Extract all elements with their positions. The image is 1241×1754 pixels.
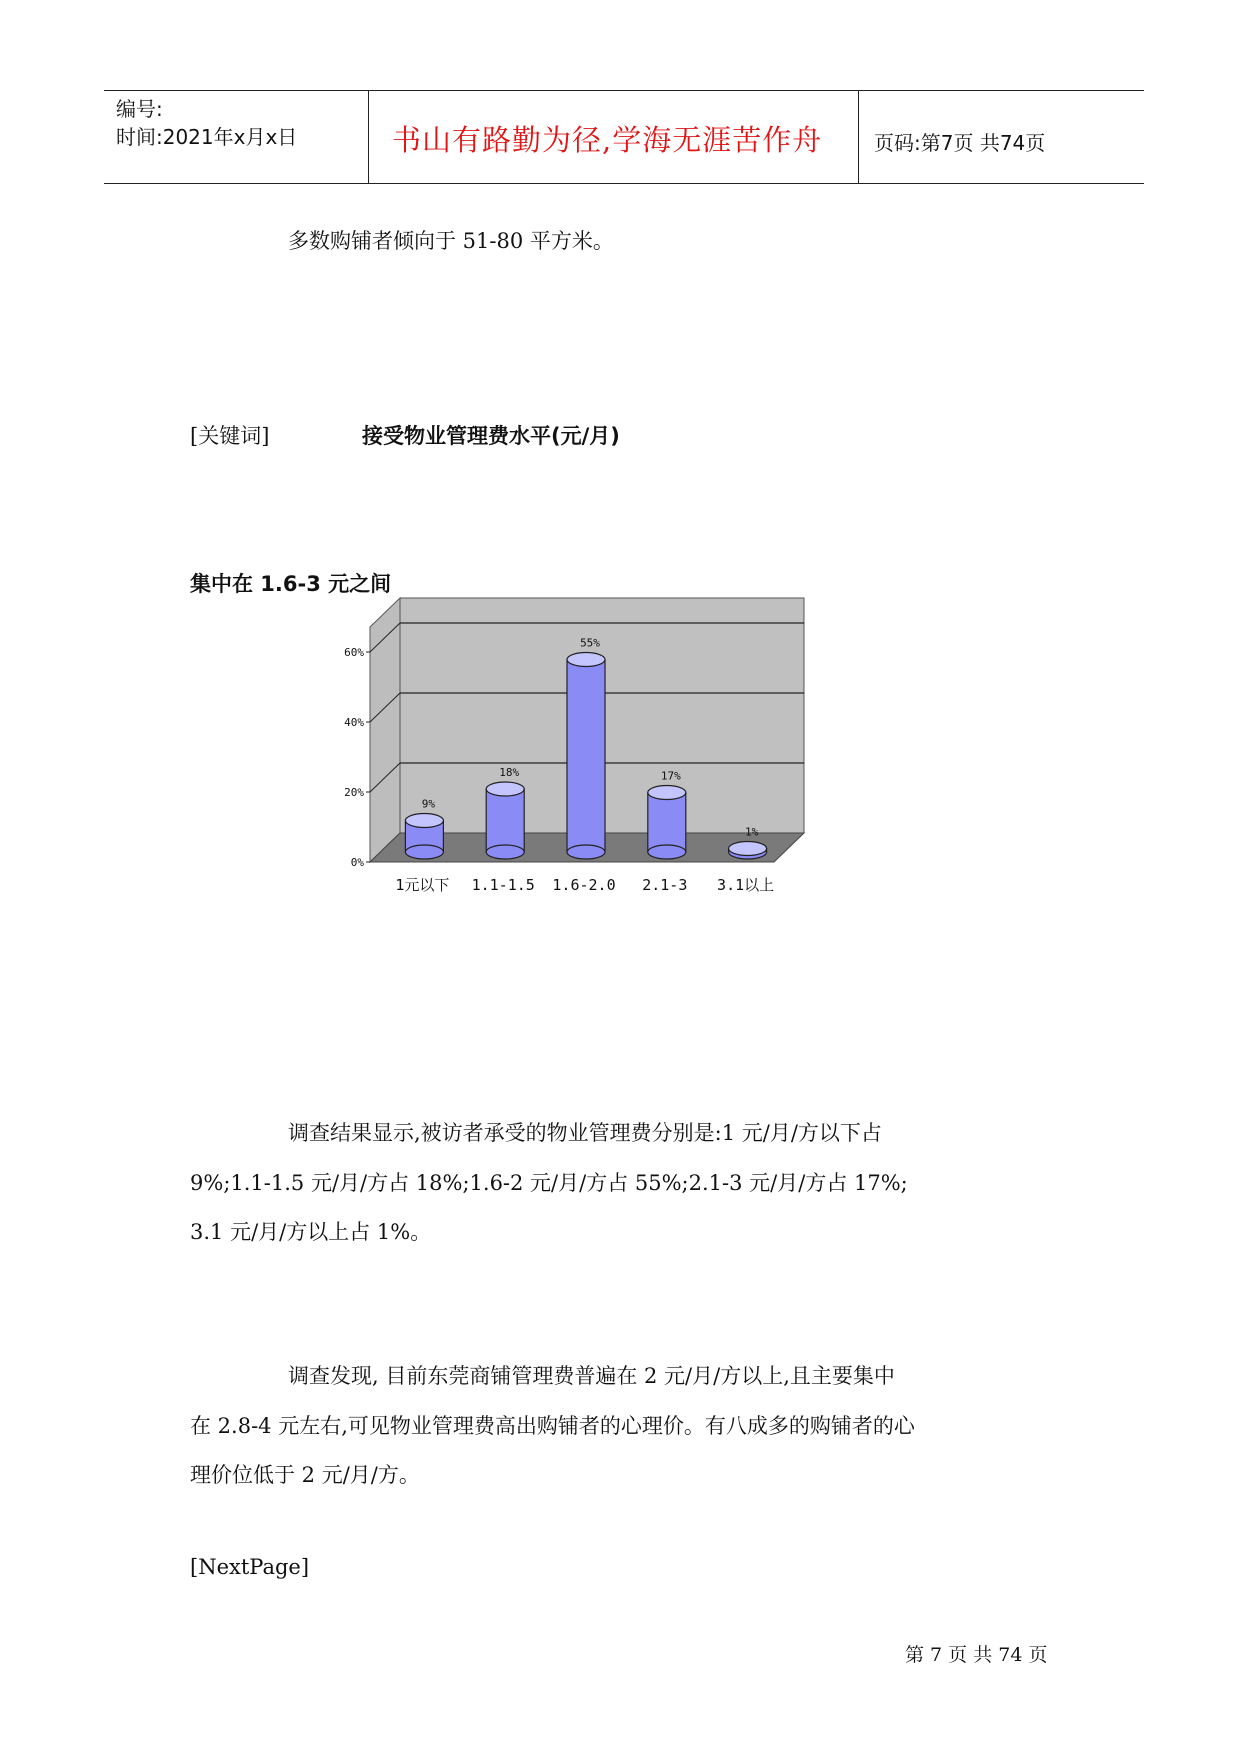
header-top-rule (104, 90, 1144, 91)
chart-bar (567, 660, 605, 853)
section-heading: 集中在 1.6-3 元之间 (190, 572, 392, 596)
chart-data-label: 18% (499, 766, 520, 779)
para1-line-2: 9%;1.1-1.5 元/月/方占 18%;1.6-2 元/月/方占 55%;2.1-3 元/月/方占 17%; (190, 1171, 908, 1195)
para1-line-1: 调查结果显示,被访者承受的物业管理费分别是:1 元/月/方以下占 (288, 1121, 882, 1145)
header-divider-left (368, 90, 369, 183)
next-page-marker: [NextPage] (190, 1555, 310, 1579)
chart-bar-base (486, 845, 524, 859)
header-page-label: 页码:第7页 共74页 (874, 131, 1046, 155)
header-motto: 书山有路勤为径,学海无涯苦作舟 (392, 123, 823, 157)
chart-bar-base (648, 845, 686, 859)
chart-bar-top (729, 842, 767, 856)
chart-x-tick-label: 1.1-1.5 (471, 876, 535, 894)
chart-bar (486, 789, 524, 852)
chart-data-label: 1% (744, 825, 759, 839)
para1-line-3: 3.1 元/月/方以上占 1%。 (190, 1220, 432, 1244)
chart-y-tick-label: 20% (344, 786, 364, 799)
header-divider-right (858, 90, 859, 183)
chart-y-tick-label: 60% (344, 646, 364, 659)
para2-line-2: 在 2.8-4 元左右,可见物业管理费高出购铺者的心理价。有八成多的购铺者的心 (190, 1414, 915, 1438)
header-number-label: 编号: (116, 97, 163, 121)
chart-data-label: 9% (421, 797, 436, 811)
chart-data-label: 17% (660, 769, 681, 783)
chart-x-tick-label: 3.1以上 (717, 876, 775, 894)
chart-bar (648, 793, 686, 853)
chart-x-tick-label: 1元以下 (395, 876, 450, 894)
para2-line-3: 理价位低于 2 元/月/方。 (190, 1463, 420, 1487)
chart-bar-top (648, 786, 686, 800)
chart-x-tick-label: 2.1-3 (642, 876, 688, 894)
keyword-text: 接受物业管理费水平(元/月) (362, 424, 620, 448)
chart-y-tick-label: 40% (344, 716, 364, 729)
chart-x-tick-label: 1.6-2.0 (552, 876, 616, 894)
chart-bar-top (567, 653, 605, 667)
chart-bar-top (486, 782, 524, 796)
chart-bar-base (405, 845, 443, 859)
chart-data-label: 55% (580, 636, 600, 650)
chart-bar-top (405, 814, 443, 828)
footer-page-number: 第 7 页 共 74 页 (905, 1644, 1048, 1666)
chart-bar-base (567, 845, 605, 859)
keyword-tag: [关键词] (190, 424, 270, 448)
para2-line-1: 调查发现, 目前东莞商铺管理费普遍在 2 元/月/方以上,且主要集中 (288, 1364, 895, 1388)
body-line-1: 多数购铺者倾向于 51-80 平方米。 (288, 229, 614, 253)
chart-y-tick-label: 0% (350, 856, 364, 869)
header-bottom-rule (104, 183, 1144, 184)
header-time-label: 时间:2021年x月x日 (116, 125, 298, 149)
fee-chart (344, 636, 910, 1020)
